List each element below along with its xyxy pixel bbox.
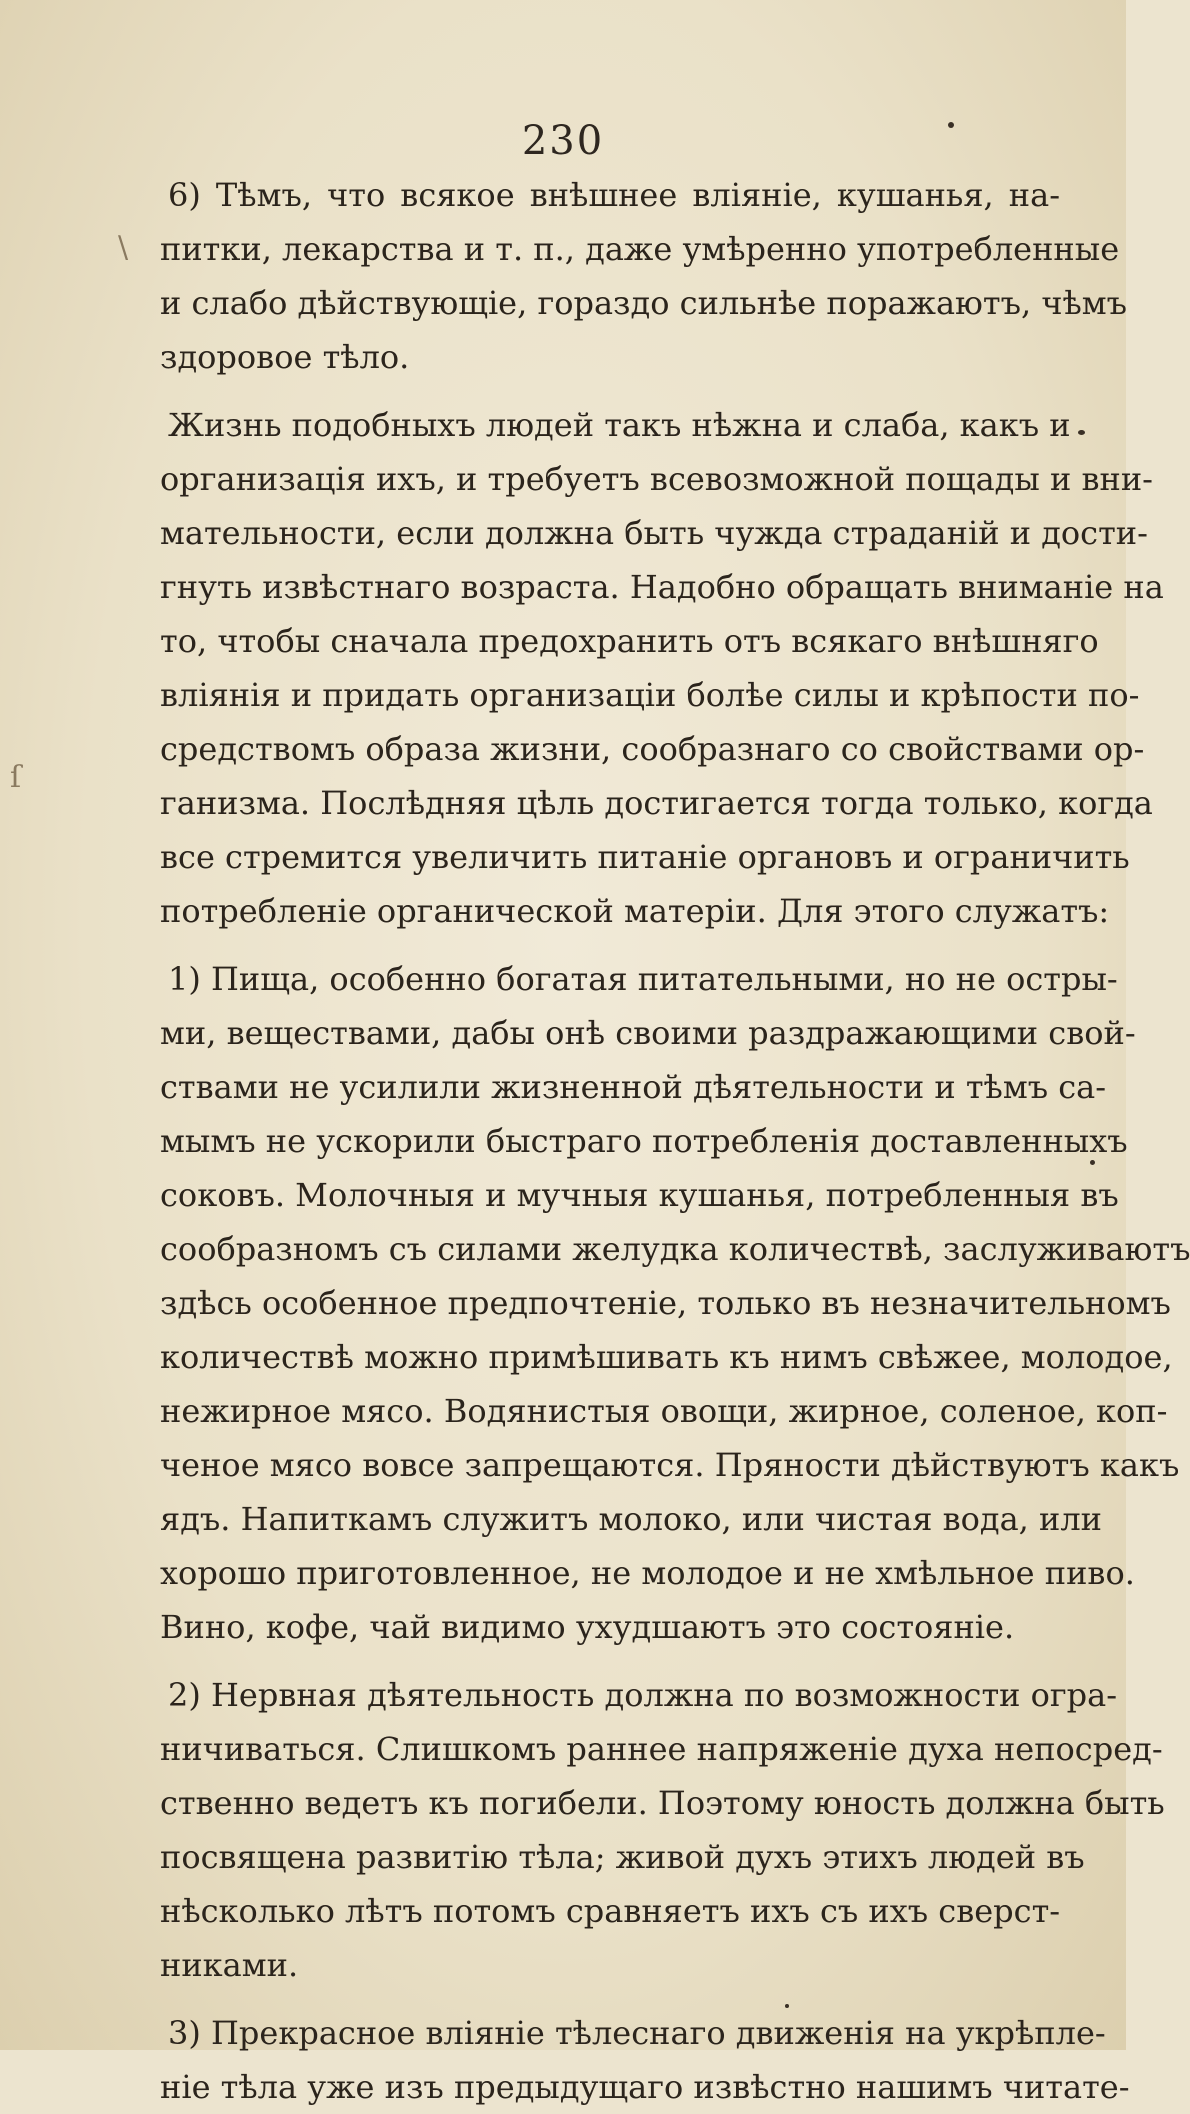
body-text (160, 168, 1190, 2114)
text-line: никами. (160, 1946, 299, 1984)
paragraph-gap (160, 1992, 1060, 2006)
text-line: хорошо приготовленное, не молодое и не хмѣльное пиво. (160, 1554, 1135, 1592)
text-line: средствомъ образа жизни, сообразнаго со свойствами ор- (160, 730, 1145, 768)
paragraph-2-nervous (160, 1668, 1165, 1992)
text-line: и слабо дѣйствующіе, гораздо сильнѣе поражаютъ, чѣмъ (160, 284, 1128, 322)
paragraph-gap (160, 384, 1060, 398)
text-line: ничиваться. Слишкомъ раннее напряженіе духа непосред- (160, 1730, 1163, 1768)
text-line: мательности, если должна быть чужда страданій и дости- (160, 514, 1148, 552)
margin-mark: ſ (10, 760, 22, 795)
ink-speck (1090, 1160, 1095, 1165)
text-line: питки, лекарства и т. п., даже умѣренно употребленные (160, 230, 1120, 268)
text-line: соковъ. Молочныя и мучныя кушанья, потребленныя въ (160, 1176, 1119, 1214)
margin-mark: \ (118, 230, 129, 265)
text-line: то, чтобы сначала предохранить отъ всякаго внѣшняго (160, 622, 1099, 660)
ink-speck (785, 2004, 789, 2008)
text-line: гнуть извѣстнаго возраста. Надобно обращать вниманіе на (160, 568, 1164, 606)
text-line: 3) Прекрасное вліяніе тѣлеснаго движенія на укрѣпле- (168, 2014, 1106, 2052)
text-line: ядъ. Напиткамъ служитъ молоко, или чистая вода, или (160, 1500, 1102, 1538)
text-line: ми, веществами, дабы онѣ своими раздражающими свой- (160, 1014, 1136, 1052)
text-line: организація ихъ, и требуетъ всевозможной пощады и вни- (160, 460, 1153, 498)
text-line: ніе тѣла уже изъ предыдущаго извѣстно нашимъ читате- (160, 2068, 1130, 2106)
paragraph-life (160, 398, 1164, 938)
text-line: посвящена развитію тѣла; живой духъ этихъ людей въ (160, 1838, 1085, 1876)
text-line: потребленіе органической матеріи. Для этого служатъ: (160, 892, 1110, 930)
text-line: ченое мясо вовсе запрещаются. Пряности дѣйствуютъ какъ (160, 1446, 1180, 1484)
page-number: 230 (521, 118, 605, 164)
text-line: Вино, кофе, чай видимо ухудшаютъ это состояніе. (160, 1608, 1015, 1646)
paragraph-gap (160, 938, 1060, 952)
text-line: 2) Нервная дѣятельность должна по возможности огра- (168, 1676, 1118, 1714)
text-line: все стремится увеличить питаніе органовъ и ограничить (160, 838, 1130, 876)
paragraph-1-food (160, 952, 1190, 1654)
text-line: вліянія и придать организаціи болѣе силы и крѣпости по- (160, 676, 1140, 714)
text-line: здѣсь особенное предпочтеніе, только въ незначительномъ (160, 1284, 1171, 1322)
text-line: ствами не усилили жизненной дѣятельности и тѣмъ са- (160, 1068, 1107, 1106)
text-line: 6) Тѣмъ, что всякое внѣшнее вліяніе, кушанья, на- (168, 176, 1060, 214)
ink-speck (1078, 430, 1085, 435)
paragraph-3-movement (160, 2006, 1130, 2114)
paragraph-gap (160, 1654, 1060, 1668)
ink-speck (948, 122, 954, 128)
text-line: здоровое тѣло. (160, 338, 410, 376)
text-line: 1) Пища, особенно богатая питательными, но не остры- (168, 960, 1118, 998)
text-line: нежирное мясо. Водянистыя овощи, жирное, соленое, коп- (160, 1392, 1168, 1430)
text-line: мымъ не ускорили быстраго потребленія доставленныхъ (160, 1122, 1128, 1160)
text-line: ганизма. Послѣдняя цѣль достигается тогда только, когда (160, 784, 1153, 822)
text-line: количествѣ можно примѣшивать къ нимъ свѣжее, молодое, (160, 1338, 1173, 1376)
text-line: нѣсколько лѣтъ потомъ сравняетъ ихъ съ ихъ сверст- (160, 1892, 1061, 1930)
paragraph-6 (160, 168, 1128, 384)
text-line: Жизнь подобныхъ людей такъ нѣжна и слаба, какъ и (168, 406, 1071, 444)
text-line: ственно ведетъ къ погибели. Поэтому юность должна быть (160, 1784, 1165, 1822)
text-line: сообразномъ съ силами желудка количествѣ, заслуживаютъ (160, 1230, 1190, 1268)
